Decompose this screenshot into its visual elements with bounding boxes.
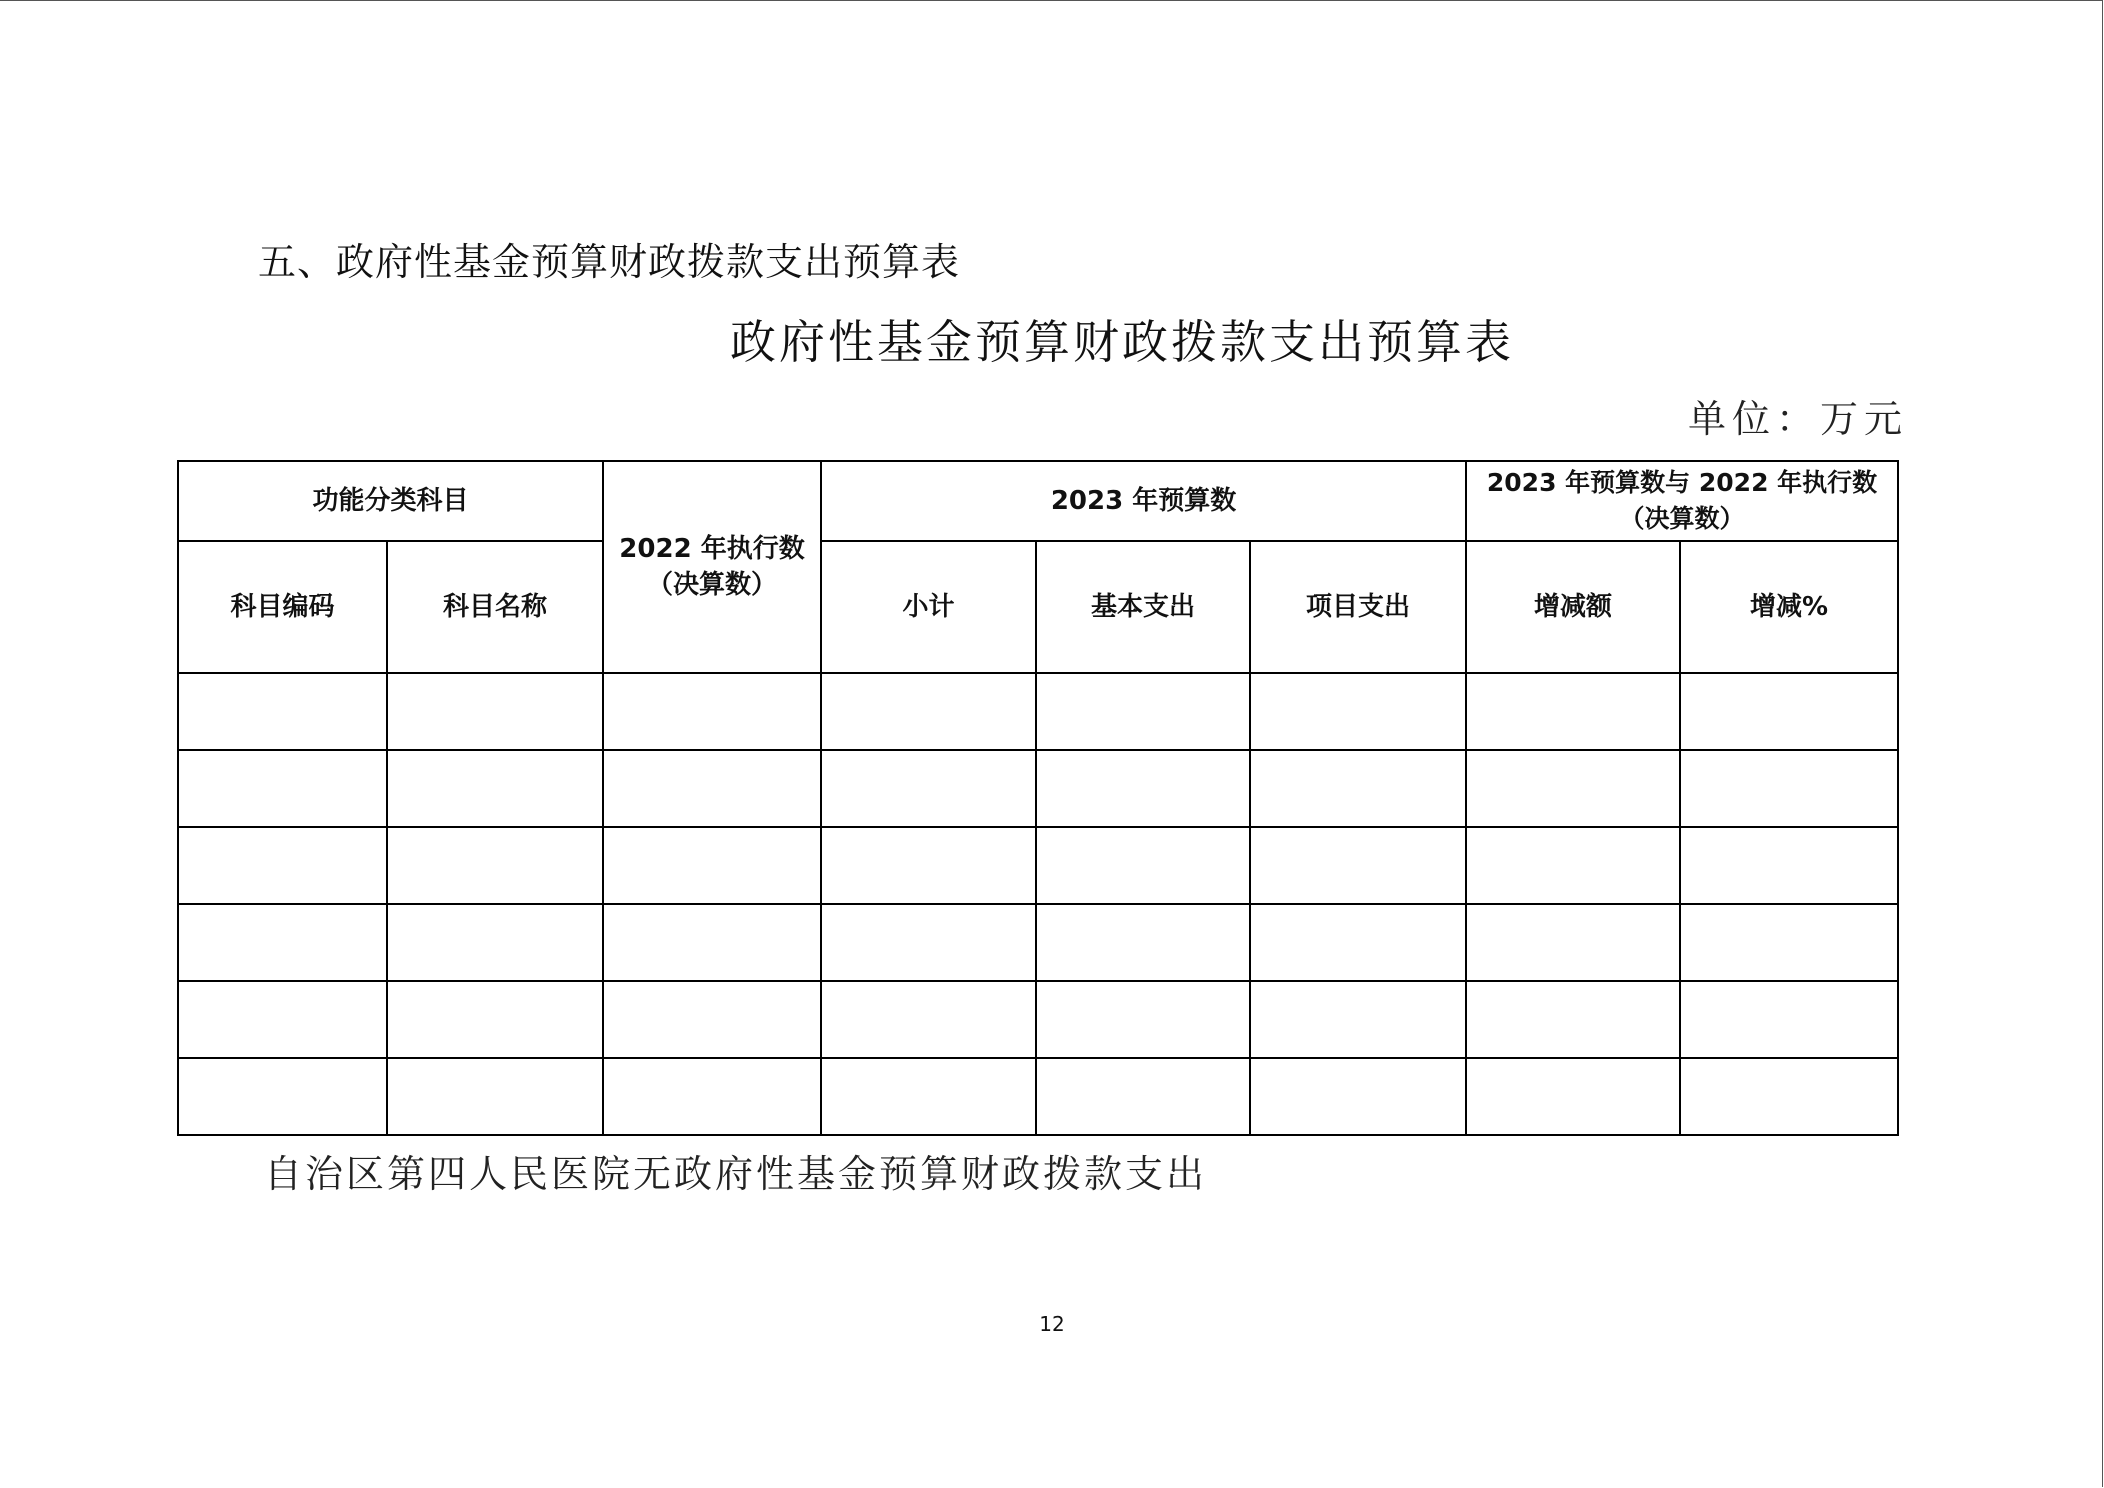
table-cell bbox=[1250, 904, 1466, 981]
table-cell bbox=[1466, 904, 1680, 981]
table-cell bbox=[387, 1058, 603, 1135]
header-exec-2022 bbox=[603, 461, 821, 673]
table-row bbox=[178, 1058, 1898, 1135]
table-cell bbox=[1466, 827, 1680, 904]
table-cell bbox=[821, 981, 1036, 1058]
table-row bbox=[178, 827, 1898, 904]
header-exec-2022-line2: （决算数） bbox=[647, 570, 778, 600]
table-cell bbox=[1680, 750, 1898, 827]
table-cell bbox=[603, 750, 821, 827]
table-cell bbox=[1680, 673, 1898, 750]
header-comparison-line2: （决算数） bbox=[1619, 504, 1745, 533]
table-cell bbox=[387, 673, 603, 750]
table-cell bbox=[1680, 1058, 1898, 1135]
table-cell bbox=[1466, 750, 1680, 827]
table-cell bbox=[821, 827, 1036, 904]
table-cell bbox=[603, 827, 821, 904]
unit-label: 单位：万元 bbox=[1687, 397, 1908, 441]
header-budget-2023: 2023 年预算数 bbox=[821, 461, 1466, 541]
table-row bbox=[178, 750, 1898, 827]
header-change-percent: 增减% bbox=[1680, 541, 1898, 673]
table-cell bbox=[821, 904, 1036, 981]
table-cell bbox=[1680, 981, 1898, 1058]
table-cell bbox=[1250, 750, 1466, 827]
table-cell bbox=[1250, 673, 1466, 750]
table-cell bbox=[387, 827, 603, 904]
table-row bbox=[178, 981, 1898, 1058]
table-cell bbox=[178, 904, 387, 981]
table-cell bbox=[387, 981, 603, 1058]
budget-table bbox=[177, 460, 1899, 1136]
table-cell bbox=[387, 750, 603, 827]
table-cell bbox=[178, 1058, 387, 1135]
table-cell bbox=[1250, 827, 1466, 904]
table-cell bbox=[178, 750, 387, 827]
table-cell bbox=[603, 981, 821, 1058]
footnote: 自治区第四人民医院无政府性基金预算财政拨款支出 bbox=[264, 1152, 1208, 1196]
header-comparison bbox=[1466, 461, 1898, 541]
table-cell bbox=[821, 1058, 1036, 1135]
table-cell bbox=[821, 673, 1036, 750]
table-cell bbox=[1466, 673, 1680, 750]
table-cell bbox=[1036, 673, 1250, 750]
table-cell bbox=[1680, 827, 1898, 904]
table-cell bbox=[1250, 1058, 1466, 1135]
table-cell bbox=[1680, 904, 1898, 981]
header-basic-expenditure: 基本支出 bbox=[1036, 541, 1250, 673]
table-cell bbox=[178, 673, 387, 750]
table-cell bbox=[178, 827, 387, 904]
section-heading: 五、政府性基金预算财政拨款支出预算表 bbox=[258, 240, 961, 284]
table-cell bbox=[1036, 904, 1250, 981]
header-project-expenditure: 项目支出 bbox=[1250, 541, 1466, 673]
table-cell bbox=[1466, 981, 1680, 1058]
table-title: 政府性基金预算财政拨款支出预算表 bbox=[730, 315, 1514, 369]
table-cell bbox=[1250, 981, 1466, 1058]
table-cell bbox=[1036, 981, 1250, 1058]
header-subject-code: 科目编码 bbox=[178, 541, 387, 673]
header-exec-2022-line1: 2022 年执行数 bbox=[619, 534, 805, 564]
table-cell bbox=[387, 904, 603, 981]
table-cell bbox=[178, 981, 387, 1058]
table-cell bbox=[603, 904, 821, 981]
header-change-amount: 增减额 bbox=[1466, 541, 1680, 673]
header-subtotal: 小计 bbox=[821, 541, 1036, 673]
header-subject-name: 科目名称 bbox=[387, 541, 603, 673]
table-cell bbox=[1466, 1058, 1680, 1135]
table-cell bbox=[1036, 750, 1250, 827]
page-number: 12 bbox=[1039, 1312, 1065, 1336]
table-cell bbox=[603, 673, 821, 750]
header-functional-classification: 功能分类科目 bbox=[178, 461, 603, 541]
header-comparison-line1: 2023 年预算数与 2022 年执行数 bbox=[1486, 468, 1878, 497]
table-row bbox=[178, 904, 1898, 981]
table-row bbox=[178, 673, 1898, 750]
table-cell bbox=[603, 1058, 821, 1135]
table-cell bbox=[1036, 827, 1250, 904]
table-cell bbox=[821, 750, 1036, 827]
table-cell bbox=[1036, 1058, 1250, 1135]
